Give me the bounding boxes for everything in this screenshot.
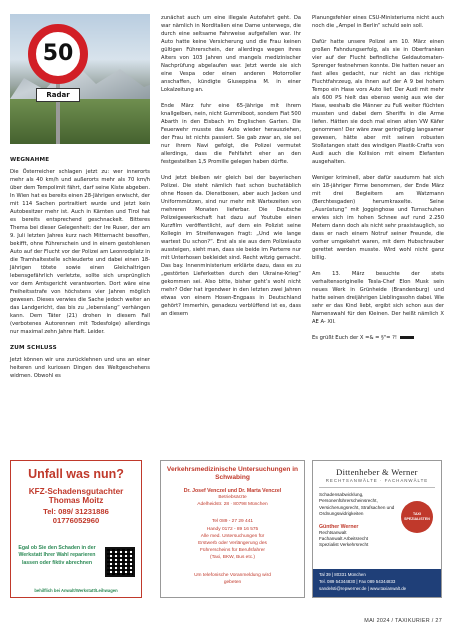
column-right xyxy=(312,14,444,350)
paragraph: Ende März fuhr eine 65-Jährige mit ihrem knallgelben, nein, nicht Gummiboot, sondern Fiat 500 Abarth in den Eisbach im Englischen Garten. Die Feuerwehr musste das Auto wieder herausziehen, der Frau ist nichts passiert. Sie gab zwar an, sie sei nur ihrem Navi gefolgt, die Polizei vermutet allerdings, dass die Fehlfahrt eher an den festgestellten 1,5 Promille gelegen haben dürfte. xyxy=(161,103,301,165)
divider xyxy=(319,487,435,488)
end-mark-icon xyxy=(400,336,414,339)
paragraph: Weniger kriminell, aber dafür saudumm hat sich ein 18-jähriger Firme benommen, der Ende März mit drei Begleitern am Watzmann (Berchtesgaden) herumkraxelte. Seine „Ausrüstung“ mit Jogginghose und Turnschuhen erwies sich im hohen Schnee auf rund 2.250 Metern dann doch als nicht sehr praxistauglich, so dass er nach einem Notruf seiner Freunde, die vorher umgekehrt waren, mit dem Hubschrauber gerettet werden musste. Wird wohl nicht ganz billig. xyxy=(312,175,444,261)
ad-role: Spezialist Verkehrsrecht xyxy=(319,542,369,548)
ad-contact-footer xyxy=(313,569,441,597)
meadow-foreground xyxy=(10,99,150,144)
ad-address: Adelheidstr. 28 · 80798 München xyxy=(197,502,268,508)
ad-line: gebeten xyxy=(223,579,242,585)
ad-phone[interactable]: Tel: 089/ 31231886 xyxy=(43,507,109,516)
ad-services: Schadensabwicklung, Personenführerscheinsrecht, Versicherungsrecht, Strafsachen und Ordnungswidrigkeiten xyxy=(319,492,395,517)
ad-person-name: Günther Werner xyxy=(319,523,359,530)
ad-mobile[interactable]: Handy 0172 - 89 16 575 xyxy=(206,526,259,532)
heading-zum-schluss: ZUM SCHLUSS xyxy=(10,345,57,351)
column-middle xyxy=(161,14,301,326)
paragraph: Am 13. März besuchte der stets verhaltensoriginelle Tesla-Chef Elon Musk sein neues Werk in Grünheide (Brandenburg) und hatte seinen dreijährigen Lieblingssohn dabei. Wie sehr er das Kind liebt, ergibt sich schon aus der Namenswahl für den Kleinen. Der heißt nämlich X AE A- XII. xyxy=(312,271,444,325)
paragraph: Dafür hatte unsere Polizei am 10. März einen großen Fahndungserfolg, als sie in Oberfranken vier auf der Flucht befindliche Geldautomaten-Sprenger festnehmen konnte. Die hatten neuer an fast alles gedacht, nur nicht an das richtige Fluchtfahrzeug, als ihnen auf der A 9 bei hohem Tempo ein Hase vors Auto lief. Der Audi mit mehr als 600 PS hielt das ebenso wenig aus wie der Hase, weshalb die Männer zu Fuß weiter flüchten mussten und dabei dem Sheriffs in die Arme liefen. Hätten sie doch mal einen alten VW Käfer genommen! Der wäre zwar geringfügig langsamer gewesen, hätte aber mit seinen robusten Stoßstangen statt des windigen Plastik-Crafts von Audi auch die Kollision mit einem Elefanten ausgehalten. xyxy=(312,39,444,165)
ad-rechtsanwaelte[interactable] xyxy=(312,460,442,598)
ad-line: (Taxi, BKW, Bus etc.) xyxy=(209,555,256,561)
paragraph: Die Österreicher schlagen jetzt zu: wer innerorts mehr als 40 km/h und außerorts mehr als 70 km/h über dem Tempolimit fährt, darf seine Kiste abgeben. In Wien hat es bereits einen 28-Jährigen erwischt, der mit 114 Sachen portraitiert wurde und jetzt kein Autobesitzer mehr ist. Auch in Kärnten und Tirol hat es bereits entsprechend geschnackelt. Bitteres Thema bei dieser Gelegenheit: der Ire Ruser, der am 9. Juli letzten Jahres kurz nach Mitternacht besoffen, bekifft, ohne Führerschein und in einem gestohlenen Auto auf der Flucht vor der Polizei am Leonrodplatz in die Tramhaltestelle schleuderte und dabei einen 18-Jährigen tötete sowie einen Gleichaltrigen lebensgefährlich verletzte, sollte sich ursprünglich vor dem Amtsgericht verantworten. Dort wäre eine Freiheitsstrafe von höchstens vier Jahren möglich gewesen. Dieses verwies die Sache jedoch weiter an das Landgericht, das bis zu „lebenslang“ verhängen kann. Dem Täter (21) drohen in diesem Fall (verbotenes Autorennen mit Todesfolge) allerdings nur maximal zehn Jahre Haft. Leider. xyxy=(10,169,150,335)
ad-info-text: Egal ob Sie den Schaden in der Werkstatt Ihrer Wahl reparieren lassen oder fiktiv abrechnen xyxy=(18,545,96,566)
ad-title: Verkehrsmedizinische Untersuchungen in Schwabing xyxy=(166,466,299,481)
ad-line: Um telefonische Voranmeldung wird xyxy=(194,572,271,578)
ad-phone[interactable]: Tel 089 - 27 29 441 xyxy=(211,519,254,525)
closing-line: Es grüßt Euch der X =& = §"= ?! xyxy=(312,334,444,342)
ad-firm-type: RECHTSANWÄLTE · FACHANWÄLTE xyxy=(325,478,429,483)
ad-address: Tal 39 | 80331 München xyxy=(319,572,366,577)
paragraph: Jetzt können wir uns zurücklehnen und uns an einer heiteren und kuriosen Dingen des Weltgeschehens widmen. Obwohl es xyxy=(10,357,150,379)
ad-doctors: Dr. Josef Venczel und Dr. Marta Venczel xyxy=(183,488,282,494)
ad-footer-text: behilflich bei Anwalt/Werkstatt/Leihwagen xyxy=(34,588,118,593)
ad-line: Alle med. Untersuchungen für xyxy=(200,533,265,539)
ad-role: Rechtsanwalt xyxy=(319,529,347,535)
page-footer: MAI 2024 / TAXIKURIER / 27 xyxy=(364,618,442,624)
ad-verkehrsmedizin[interactable] xyxy=(160,460,305,598)
paragraph: zunächst auch um eine illegale Autofahrt geht. Da war nämlich in Norditalien eine Dame unterwegs, die durch eine seltsame Fahrweise aufgefallen war. Ihr Auto hatte keine Versicherung und die Frau keinen gültigen Führerschein, der allerdings wegen ihres Alters von 103 Jahren und mangels medizinischer Nachprüfung abgelaufen war. Jetzt werde sie sich eine Vespa oder einen anderen Motorroller anschaffen, kündigte Giuseppina M. in einer Lokalzeitung an. xyxy=(161,15,301,93)
ad-schadensgutachter[interactable] xyxy=(10,460,142,598)
qr-code-icon[interactable] xyxy=(105,547,135,577)
ad-phone-fax[interactable]: Tel. 089 54344830 | Fax 089 54344833 xyxy=(319,578,396,584)
column-left xyxy=(10,14,150,388)
ad-role: Fachanwalt Arbeitsrecht xyxy=(319,535,369,541)
ad-headline: Unfall was nun? xyxy=(28,467,124,481)
radar-plate: Radar xyxy=(36,88,80,102)
ad-line: Führerscheins für Berufsfahrer xyxy=(199,548,266,554)
ad-subtitle: KFZ-Schadensgutachter xyxy=(28,487,124,496)
ad-web-email[interactable]: sandelsti@repwerner.de | www.taxianwalt.de xyxy=(319,585,407,591)
ad-line: Erstwerb oder Verlängerung des xyxy=(198,541,267,547)
heading-wegnahme: WEGNAHME xyxy=(10,157,50,163)
taxi-specialist-badge-icon: TAXI SPEZIALISTEN xyxy=(401,501,433,533)
ad-practice: Betriebsärzte xyxy=(218,495,247,500)
paragraph: Planungsfehler eines CSU-Ministeriums nicht auch noch die „Ampel in Berlin“ schuld sein soll. xyxy=(312,15,444,29)
paragraph: Und jetzt bleiben wir gleich bei der bayerischen Polizei. Die steht nämlich fast schon buchstäblich ohne Hosen da. Dienstbosen, aber auch Jacken und Uniformmützen, sind nur mehr mit Wartezeiten von mehreren Monaten lieferbar. Die Deutsche Polizeigewerkschaft hat dazu auf Youtube einen Kurzfilm veröffentlicht, auf dem ein Polizist seine Kollegin im Streifenwagen fragt: „Und wie lange wartest Du schon?“. Erst als sie aus dem Polizeiauto aussteigen, sieht man, dass sie beide im Parterre nur mit Unterhosen bekleidet sind. Recht witzig gemacht. Das bay. Innenministerium erklärte dazu, dass es zu „gestörten Lieferketten durch den Ukraine-Krieg“ gekommen sei. Also bitte, bisher geht’s wohl nicht mehr? Oder hat irgendwer in den letzten zwei Jahren etwas von einem Hosen-Engpass in Deutschland gehört? Immerhin, genadezu verblüffend ist es, dass an diesem xyxy=(161,175,301,317)
ad-contact-name: Thomas Moitz xyxy=(48,496,104,505)
ad-brand-logo: Dittenheber & Werner xyxy=(336,467,418,477)
speed-sign-photo xyxy=(10,14,150,144)
ad-mobile[interactable]: 01776052960 xyxy=(52,516,100,525)
speed-limit-sign-icon: 50 xyxy=(28,24,88,84)
advertisement-row xyxy=(10,460,442,600)
